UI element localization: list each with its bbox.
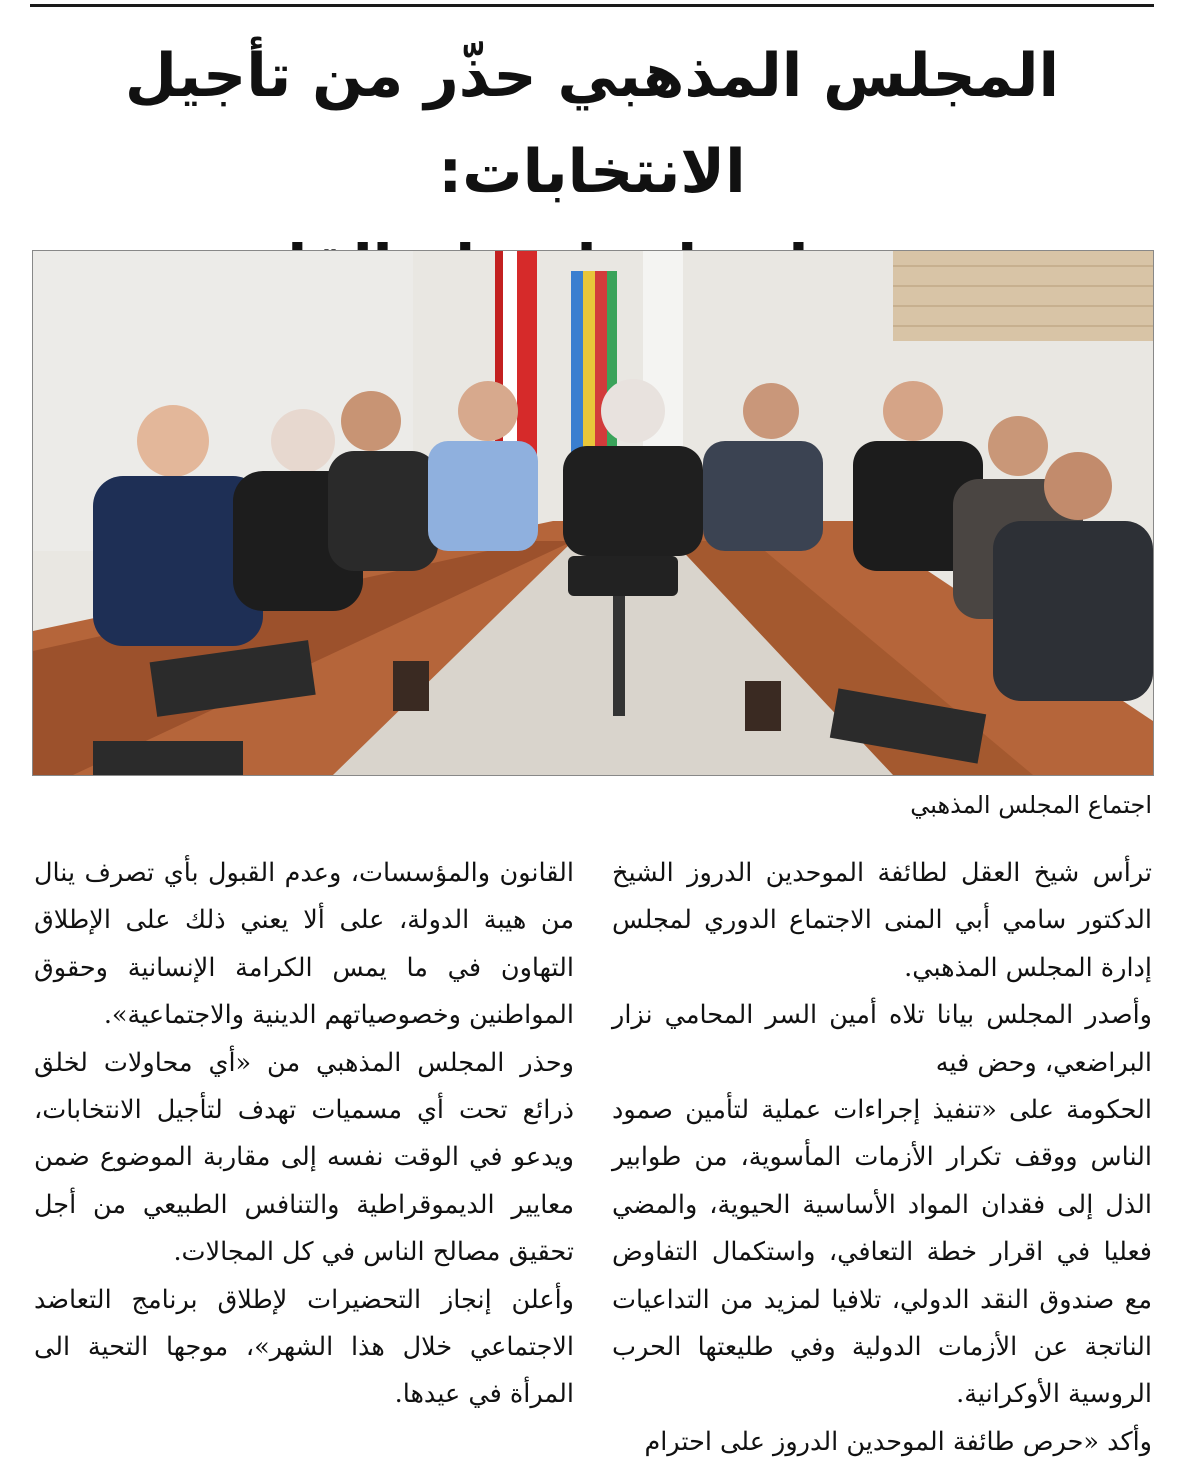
photo-caption: اجتماع المجلس المذهبي (910, 791, 1152, 819)
lebanon-flag (495, 251, 537, 471)
meeting-photo (32, 250, 1154, 776)
article-paragraph: وأكد «حرص طائفة الموحدين الدروز على احترام (644, 1426, 1152, 1457)
article-column-left (34, 850, 574, 1419)
headline-line-1: المجلس المذهبي حذّر من تأجيل الانتخابات: (124, 41, 1060, 207)
top-rule (30, 4, 1154, 7)
article-column-right (612, 850, 1152, 1466)
article-paragraph: ترأس شيخ العقل لطائفة الموحدين الدروز الشيخ الدكتور سامي أبي المنى الاجتماع الدوري لمجلس إدارة المجلس المذهبي. (612, 858, 1152, 983)
article-paragraph: الحكومة على «تنفيذ إجراءات عملية لتأمين صمود الناس ووقف تكرار الأزمات المأسوية، من طوابير الذل إلى فقدان المواد الأساسية الحيوية، والمضي فعليا في اقرار خطة التعافي، واستكمال التفاوض مع صندوق النقد الدولي، تلافيا لمزيد من التداعيات الناتجة عن الأزمات الدولية وفي طليعتها الحرب الروسية الأوكرانية. (612, 1095, 1152, 1410)
article-paragraph: وحذر المجلس المذهبي من «أي محاولات لخلق ذرائع تحت أي مسميات تهدف لتأجيل الانتخابات، ويدعو في الوقت نفسه إلى مقاربة الموضوع ضمن معايير الديموقراطية والتنافس الطبيعي من أجل تحقيق مصالح الناس في كل المجالات. (34, 1047, 574, 1268)
article-paragraph: القانون والمؤسسات، وعدم القبول بأي تصرف ينال من هيبة الدولة، على ألا يعني ذلك على الإطلاق التهاون في ما يمس الكرامة الإنسانية وحقوق المواطنين وخصوصياتهم الدينية والاجتماعية». (34, 858, 574, 1031)
article-paragraph: وأعلن إنجاز التحضيرات لإطلاق برنامج التعاضد الاجتماعي خلال هذا الشهر»، موجها التحية الى المرأة في عيدها. (34, 1284, 574, 1410)
article-paragraph: وأصدر المجلس بيانا تلاه أمين السر المحامي نزار البراضعي، وحض فيه (612, 1000, 1152, 1078)
meeting-photo-illustration (33, 251, 1153, 775)
